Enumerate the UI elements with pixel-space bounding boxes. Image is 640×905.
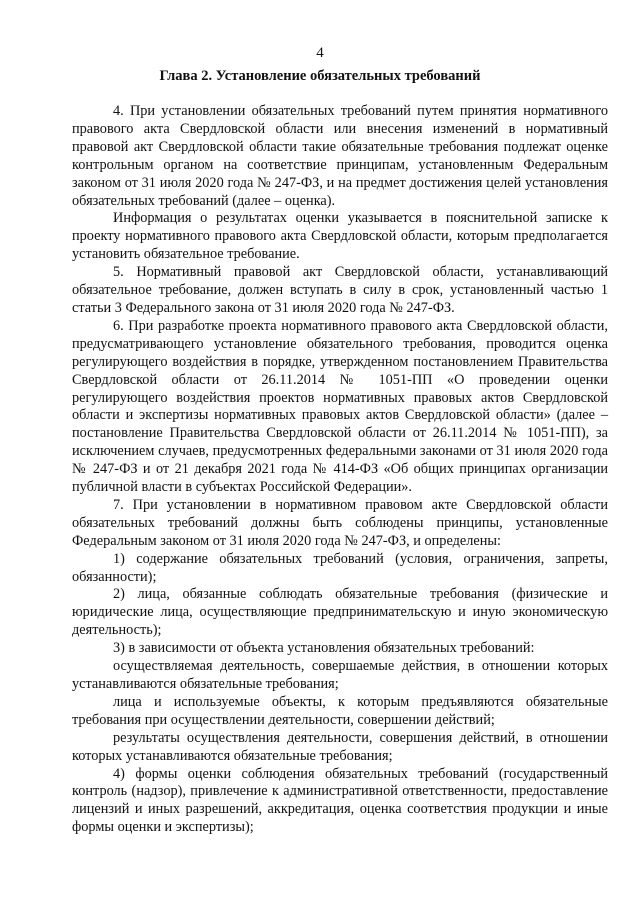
list-item-3-activity: осуществляемая деятельность, совершаемые действия, в отношении которых устанавливаются обязательные требования; [72, 658, 608, 692]
list-item-4: 4) формы оценки соблюдения обязательных требований (государственный контроль (надзор), привлечение к административной ответственности, предоставление лицензий и иных разрешений, аккредитация, оценка соответствия продукции и иные формы оценки и экспертизы); [72, 765, 608, 836]
paragraph-4: 4. При установлении обязательных требований путем принятия нормативного правового акта Свердловской области или внесения изменений в нормативный правовой акт Свердловской области такие обязательные требования подлежат оценке контрольным органом на соответствие принципам, установленным Федеральным законом от 31 июля 2020 года № 247-ФЗ, и на предмет достижения целей установления обязательных требований (далее – оценка). [72, 103, 608, 209]
list-item-1: 1) содержание обязательных требований (условия, ограничения, запреты, обязанности); [72, 550, 608, 585]
list-item-3: 3) в зависимости от объекта установления обязательных требований: [113, 640, 535, 657]
paragraph-5: 5. Нормативный правовой акт Свердловской области, устанавливающий обязательное требование, должен вступать в силу в срок, установленный частью 1 статьи 3 Федерального закона от 31 июля 2020 года № 247-ФЗ. [72, 264, 608, 316]
paragraph-7: 7. При установлении в нормативном правовом акте Свердловской области обязательных требований должны быть соблюдены принципы, установленные Федеральным законом от 31 июля 2020 года № 247-ФЗ, и определены: [72, 496, 608, 549]
paragraph-assessment-info: Информация о результатах оценки указывается в пояснительной записке к проекту нормативного правового акта Свердловской области, которым предполагается установить обязательное требование. [72, 210, 608, 263]
chapter-heading: Глава 2. Установление обязательных требований [159, 68, 481, 84]
list-item-3-results: результаты осуществления деятельности, совершения действий, в отношении которых устанавливаются обязательные требования; [72, 729, 608, 764]
list-item-3-persons: лица и используемые объекты, к которым предъявляются обязательные требования при осуществлении деятельности, совершении действий; [72, 693, 608, 728]
page-number: 4 [316, 45, 324, 61]
list-item-2: 2) лица, обязанные соблюдать обязательные требования (физические и юридические лица, осуществляющие предпринимательскую и иную экономическую деятельность); [72, 586, 608, 639]
document-body [72, 103, 608, 837]
paragraph-6: 6. При разработке проекта нормативного правового акта Свердловской области, предусматривающего установление обязательного требования, проводится оценка регулирующего воздействия в порядке, утвержденном постановлением Правительства Свердловской области от 26.11.2014 № 1051-ПП «О проведении оценки регулирующего воздействия проектов нормативных правовых актов Свердловской области и экспертизы нормативных правовых актов Свердловской области» (далее – постановление Правительства Свердловской области от 26.11.2014 № 1051-ПП), за исключением случаев, предусмотренных федеральными законами от 31 июля 2020 года № 247-ФЗ и от 21 декабря 2021 года № 414-ФЗ «Об общих принципах организации публичной власти в субъектах Российской Федерации». [72, 317, 608, 496]
